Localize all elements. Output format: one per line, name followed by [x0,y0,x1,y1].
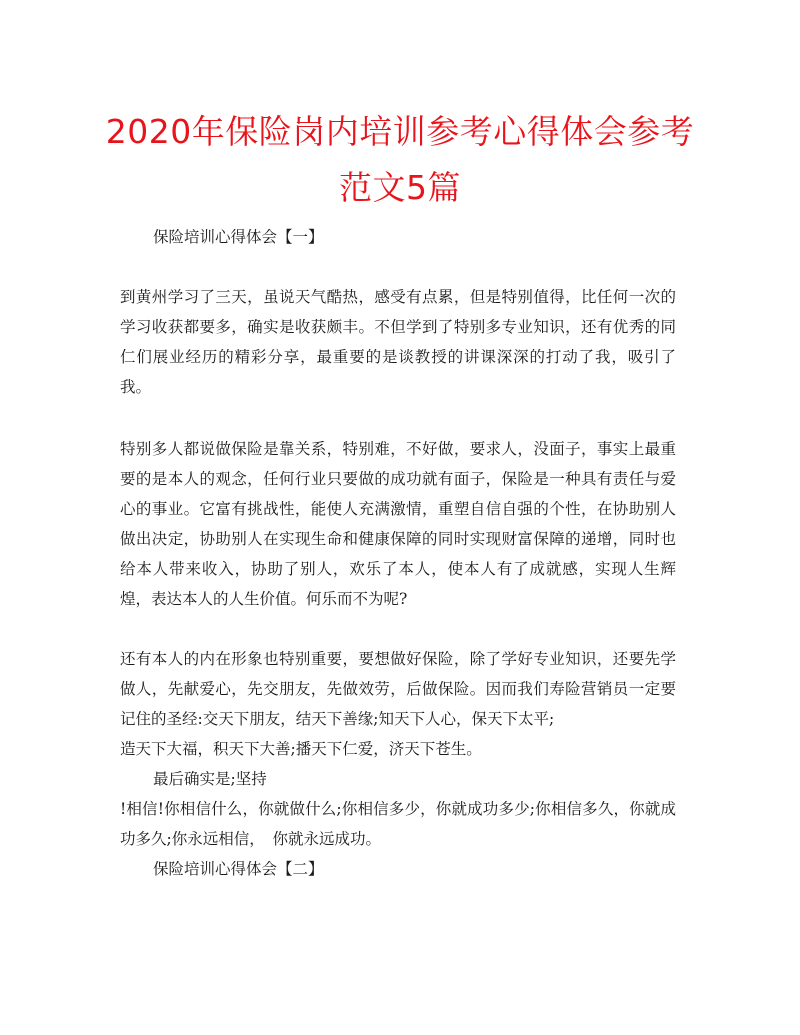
paragraph-4: 造天下大福，积天下大善;播天下仁爱，济天下苍生。 [120,740,482,758]
paragraph-6: !相信!你相信什么，你就做什么;你相信多少，你就成功多少;你相信多久，你就成功多久;你永远相信， 你就永远成功。 [120,800,676,848]
paragraph-spacer [120,252,676,282]
paragraph-5: 最后确实是;坚持 [153,770,267,788]
paragraph-1: 到黄州学习了三天，虽说天气酷热，感受有点累，但是特别值得，比任何一次的学习收获都要多，确实是收获颇丰。不但学到了特别多专业知识，还有优秀的同仁们展业经历的精彩分享，最重要的是谈教授的讲课深深的打动了我，吸引了我。 [120,288,676,396]
paragraph-3: 还有本人的内在形象也特别重要，要想做好保险，除了学好专业知识，还要先学做人，先献爱心，先交朋友，先做效劳，后做保险。因而我们寿险营销员一定要记住的圣经:交天下朋友，结天下善缘;知天下人心，保天下太平; [120,650,676,728]
document-title: 2020年保险岗内培训参考心得体会参考范文5篇 [105,112,695,207]
paragraph-2: 特别多人都说做保险是靠关系，特别难，不好做，要求人，没面子，事实上最重要的是本人的观念，任何行业只要做的成功就有面子，保险是一种具有责任与爱心的事业。它富有挑战性，能使人充满激情，重塑自信自强的个性，在协助别人做出决定，协助别人在实现生命和健康保障的同时实现财富保障的递增，同时也给本人带来收入，协助了别人，欢乐了本人，使本人有了成就感，实现人生辉煌，表达本人的人生价值。何乐而不为呢? [120,440,676,608]
paragraph-spacer [120,614,676,644]
section-heading-2: 保险培训心得体会【二】 [153,860,324,878]
document-body [120,222,676,884]
paragraph-spacer [120,402,676,434]
section-heading-1: 保险培训心得体会【一】 [153,228,324,246]
